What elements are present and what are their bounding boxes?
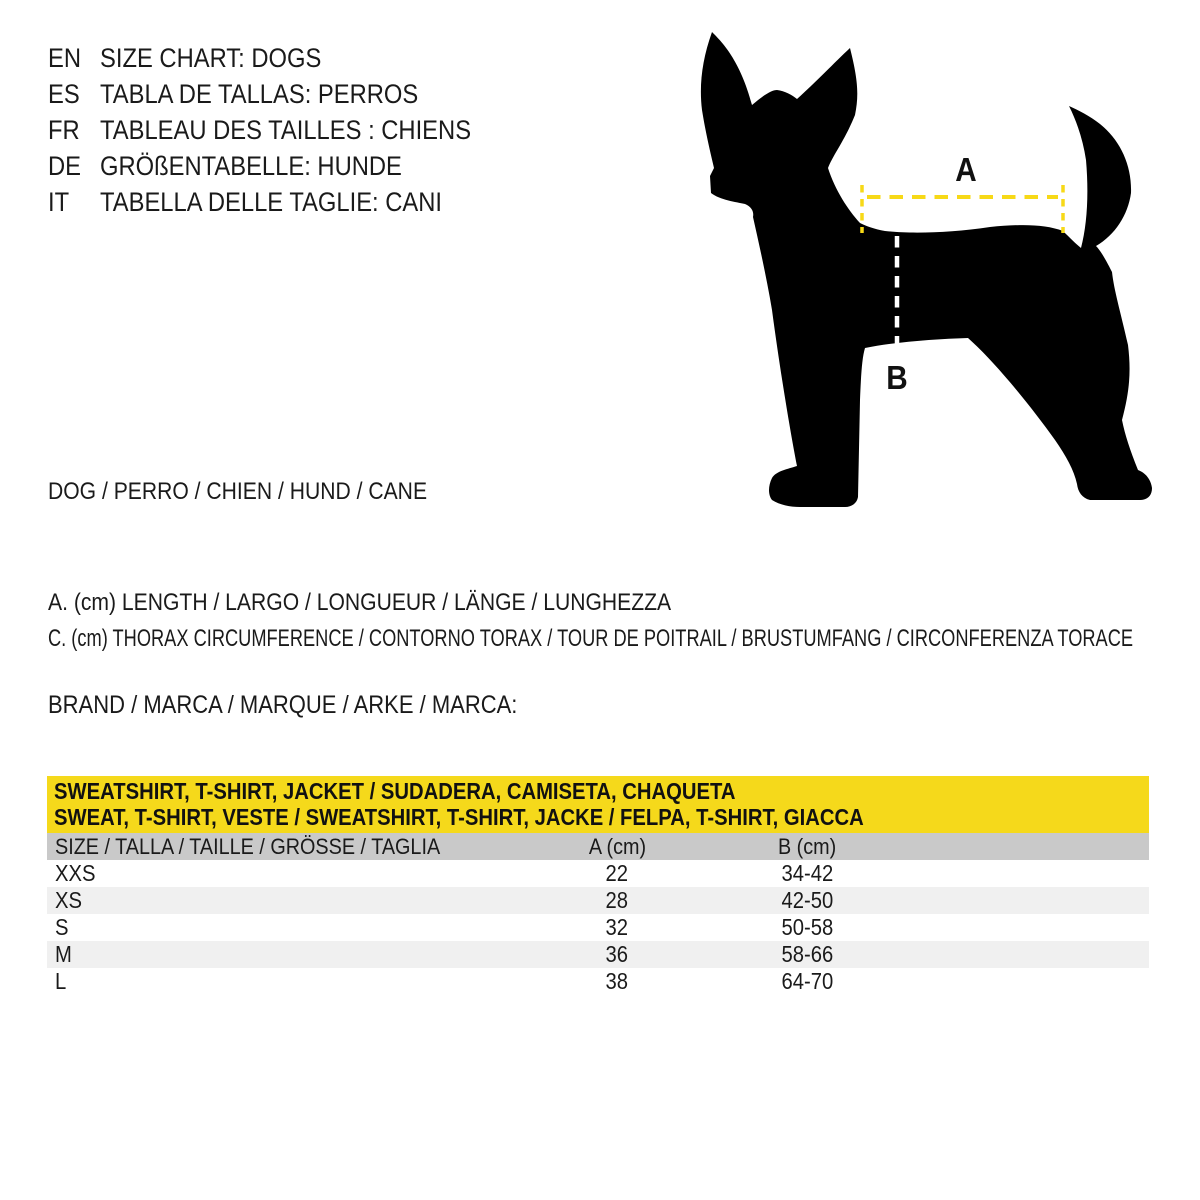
language-title: SIZE CHART: DOGS [100,43,322,73]
language-row-en [48,40,522,76]
language-code: DE [48,151,82,181]
brand-line: BRAND / MARCA / MARQUE / ARKE / MARCA: [48,691,518,719]
subject-line: DOG / PERRO / CHIEN / HUND / CANE [48,478,428,505]
language-row-fr [48,112,522,148]
b-cm-cell: 64-70 [781,968,833,994]
size-cell: XXS [55,860,96,886]
a-cm-column-header: A (cm) [588,834,646,859]
size-table-header-row [47,833,1149,860]
header-spacer [877,833,1149,860]
garment-type-banner [47,776,1149,833]
language-title: TABLEAU DES TAILLES : CHIENS [100,115,472,145]
size-row-xs [47,887,1149,914]
b-cm-column-header: B (cm) [777,834,837,859]
measure-b-label: B [886,359,908,396]
a-cm-cell: 22 [605,860,629,886]
row-spacer [877,968,1149,995]
size-cell: S [55,914,69,940]
a-cm-cell: 32 [605,914,629,940]
size-cell: M [55,941,72,967]
b-cm-cell: 50-58 [781,914,833,940]
a-cm-cell: 28 [605,887,629,913]
size-cell: L [55,968,67,994]
language-code: EN [48,43,82,73]
size-row-m [47,941,1149,968]
language-code: ES [48,79,80,109]
measure-a-label: A [955,151,977,188]
b-cm-cell: 34-42 [781,860,833,886]
language-row-it [48,184,522,220]
language-code: IT [48,187,70,217]
row-spacer [877,887,1149,914]
row-spacer [877,941,1149,968]
size-row-l [47,968,1149,995]
garment-type-line-2: SWEAT, T-SHIRT, VESTE / SWEATSHIRT, T-SHIRT, JACKE / FELPA, T-SHIRT, GIACCA [54,804,864,830]
a-cm-cell: 36 [605,941,629,967]
measurement-a-definition: A. (cm) LENGTH / LARGO / LONGUEUR / LÄNGE / LUNGHEZZA [48,589,672,616]
size-column-header: SIZE / TALLA / TAILLE / GRÖSSE / TAGLIA [55,834,441,859]
language-code: FR [48,115,80,145]
dog-silhouette-image [701,32,1152,507]
language-row-es [48,76,522,112]
language-title: GRÖßENTABELLE: HUNDE [100,151,402,181]
size-row-s [47,914,1149,941]
row-spacer [877,914,1149,941]
b-cm-cell: 42-50 [781,887,833,913]
size-row-xxs [47,860,1149,887]
measurement-c-definition: C. (cm) THORAX CIRCUMFERENCE / CONTORNO TORAX / TOUR DE POITRAIL / BRUSTUMFANG / CIRCONFERENZA TORACE [48,625,1134,652]
size-cell: XS [55,887,83,913]
language-list [48,40,522,220]
language-title: TABELLA DELLE TAGLIE: CANI [100,187,443,217]
language-row-de [48,148,522,184]
size-table [47,776,1149,995]
a-cm-cell: 38 [605,968,629,994]
b-cm-cell: 58-66 [781,941,833,967]
language-title: TABLA DE TALLAS: PERROS [100,79,419,109]
row-spacer [877,860,1149,887]
garment-type-line-1: SWEATSHIRT, T-SHIRT, JACKET / SUDADERA, CAMISETA, CHAQUETA [54,778,736,804]
